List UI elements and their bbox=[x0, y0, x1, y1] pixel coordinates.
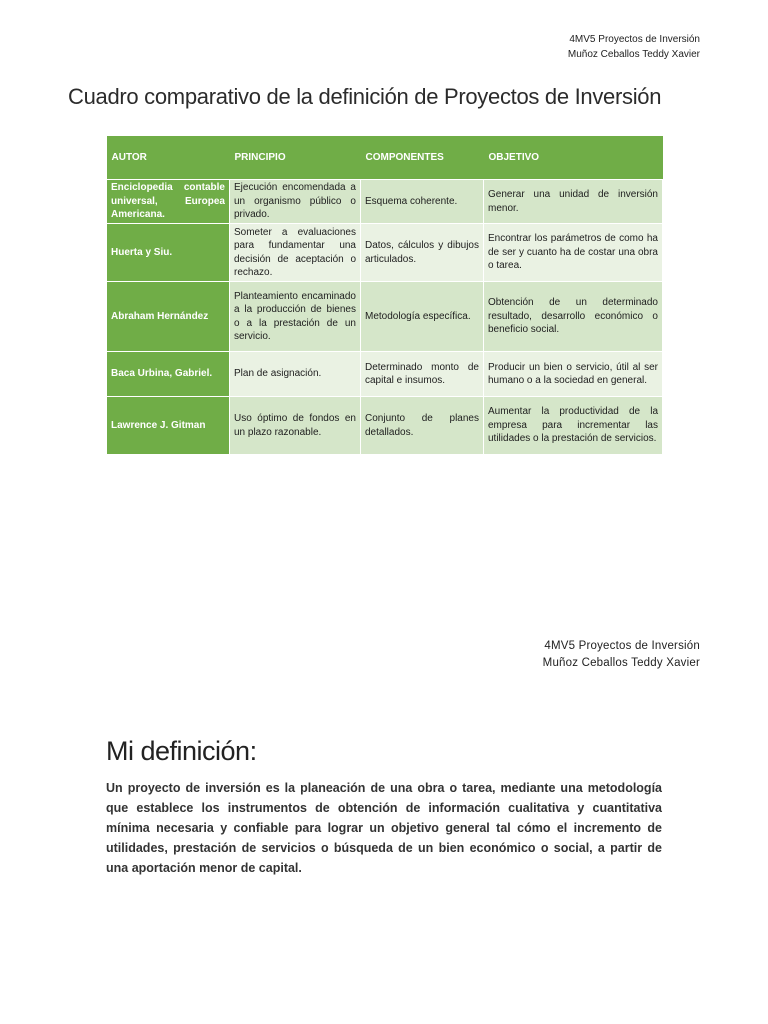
principle-cell: Planteamiento encaminado a la producción de bienes o a la prestación de un servicio. bbox=[230, 282, 361, 352]
principle-cell: Uso óptimo de fondos en un plazo razonable. bbox=[230, 397, 361, 455]
components-cell: Esquema coherente. bbox=[361, 180, 484, 224]
page-title: Cuadro comparativo de la definición de Proyectos de Inversión bbox=[68, 84, 662, 109]
components-cell: Datos, cálculos y dibujos articulados. bbox=[361, 224, 484, 282]
author-cell: Baca Urbina, Gabriel. bbox=[107, 352, 230, 397]
objective-cell: Encontrar los parámetros de como ha de ser y cuanto ha de costar una obra o tarea. bbox=[484, 224, 663, 282]
author-cell: Enciclopedia contable universal, Europea Americana. bbox=[107, 180, 230, 224]
column-header-componentes: COMPONENTES bbox=[361, 136, 484, 180]
comparison-table bbox=[106, 136, 663, 455]
table-row bbox=[107, 224, 663, 282]
header-author: Muñoz Ceballos Teddy Xavier bbox=[567, 49, 700, 60]
column-header-principio: PRINCIPIO bbox=[230, 136, 361, 180]
author-cell: Lawrence J. Gitman bbox=[107, 397, 230, 455]
header-author: Muñoz Ceballos Teddy Xavier bbox=[542, 657, 700, 669]
header-course: 4MV5 Proyectos de Inversión bbox=[569, 34, 700, 45]
definition-heading: Mi definición: bbox=[106, 736, 257, 766]
table-row bbox=[107, 352, 663, 397]
components-cell: Metodología específica. bbox=[361, 282, 484, 352]
table-row bbox=[107, 180, 663, 224]
principle-cell: Plan de asignación. bbox=[230, 352, 361, 397]
author-cell: Huerta y Siu. bbox=[107, 224, 230, 282]
objective-cell: Producir un bien o servicio, útil al ser humano o a la sociedad en general. bbox=[484, 352, 663, 397]
definition-paragraph: Un proyecto de inversión es la planeación de una obra o tarea, mediante una metodología que establece los instrumentos de obtención de información cualitativa y cuantitativa mínima necesaria y confiable para lograr un objetivo general tal cómo el incremento de utilidades, prestación de servicios o búsqueda de un bien económico o social, a partir de una aportación menor de capital. bbox=[106, 781, 662, 875]
principle-cell: Ejecución encomendada a un organismo público o privado. bbox=[230, 180, 361, 224]
page-header bbox=[568, 32, 700, 62]
objective-cell: Aumentar la productividad de la empresa para incrementar las utilidades o la prestación de servicios. bbox=[484, 397, 663, 455]
components-cell: Conjunto de planes detallados. bbox=[361, 397, 484, 455]
table-header-row bbox=[107, 136, 663, 180]
objective-cell: Obtención de un determinado resultado, desarrollo económico o beneficio social. bbox=[484, 282, 663, 352]
column-header-autor: AUTOR bbox=[107, 136, 230, 180]
secondary-header bbox=[543, 638, 700, 672]
table-row bbox=[107, 282, 663, 352]
table-row bbox=[107, 397, 663, 455]
column-header-objetivo: OBJETIVO bbox=[484, 136, 663, 180]
principle-cell: Someter a evaluaciones para fundamentar una decisión de aceptación o rechazo. bbox=[230, 224, 361, 282]
components-cell: Determinado monto de capital e insumos. bbox=[361, 352, 484, 397]
header-course: 4MV5 Proyectos de Inversión bbox=[544, 640, 700, 652]
author-cell: Abraham Hernández bbox=[107, 282, 230, 352]
objective-cell: Generar una unidad de inversión menor. bbox=[484, 180, 663, 224]
